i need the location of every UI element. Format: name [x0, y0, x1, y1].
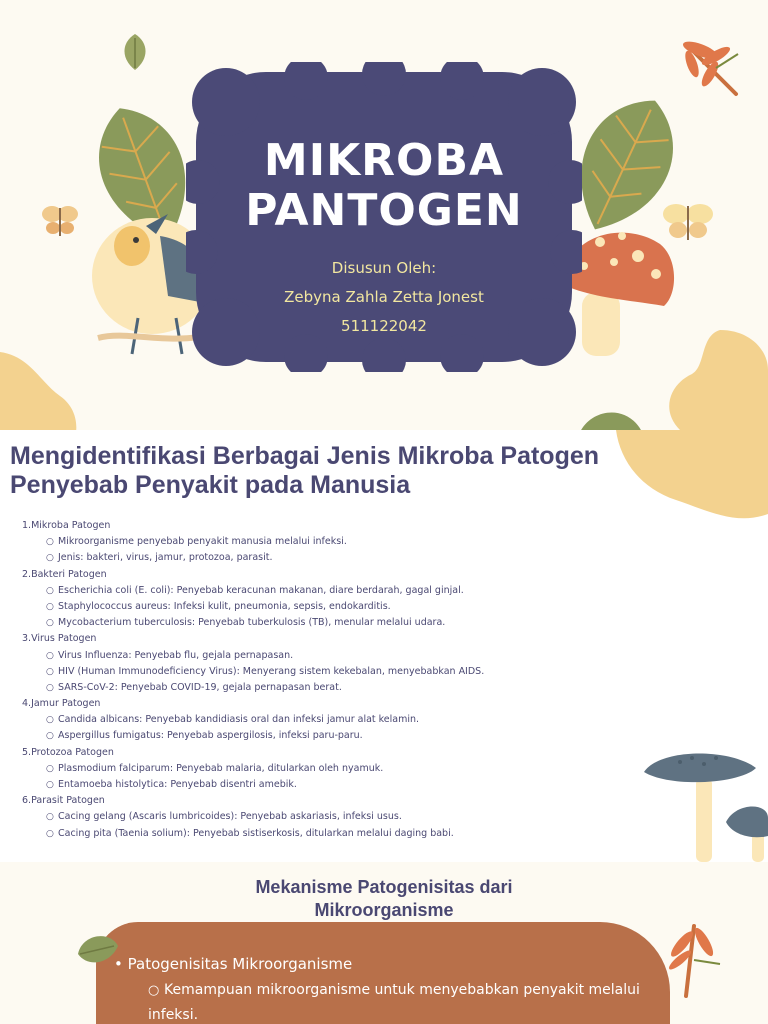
- pathogen-list: [22, 518, 582, 842]
- sub-item-text: Aspergillus fumigatus: Penyebab aspergilosis, infeksi paru-paru.: [58, 730, 363, 742]
- dragonfly-bottom-icon: [664, 920, 724, 1000]
- sub-item: [22, 777, 582, 793]
- sub-item-text: Escherichia coli (E. coli): Penyebab keracunan makanan, diare berdarah, gagal ginjal.: [58, 584, 464, 596]
- student-id: 511122042: [341, 317, 427, 335]
- yellow-shape-left: [0, 352, 78, 430]
- circle-bullet-icon: ○: [46, 585, 54, 596]
- title-card: [186, 62, 582, 372]
- content-slide: [0, 430, 768, 862]
- sub-item: [22, 664, 582, 680]
- mechanism-heading: [224, 876, 544, 922]
- category-label: 3.Virus Patogen: [22, 633, 97, 645]
- title-line-1: MIKROBA: [263, 135, 505, 186]
- mushroom-slate-icon: [640, 748, 768, 862]
- circle-bullet-icon: ○: [46, 682, 54, 693]
- circle-bullet-icon: ○: [46, 666, 54, 677]
- sub-item-text: HIV (Human Immunodeficiency Virus): Menyerang sistem kekebalan, menyebabkan AIDS.: [58, 665, 485, 677]
- sub-item: [22, 728, 582, 744]
- circle-bullet-icon: ○: [46, 650, 54, 661]
- mechanism-heading-line-1: Mekanisme Patogenisitas dari: [255, 877, 513, 897]
- circle-bullet-icon: ○: [46, 715, 54, 726]
- sub-item: [22, 680, 582, 696]
- circle-bullet-icon: ○: [46, 618, 54, 629]
- title-slide: [0, 0, 768, 430]
- leaf-bottom-icon: [578, 404, 644, 430]
- yellow-shape-right: [660, 330, 768, 430]
- title-line-2: PANTOGEN: [245, 185, 523, 236]
- sub-item: [22, 615, 582, 631]
- sub-item-text: Candida albicans: Penyebab kandidiasis oral dan infeksi jamur alat kelamin.: [58, 714, 420, 726]
- sub-item-text: Cacing gelang (Ascaris lumbricoides): Penyebab askariasis, infeksi usus.: [58, 811, 402, 823]
- list-item: [22, 631, 582, 696]
- circle-bullet-icon: ○: [148, 983, 160, 998]
- circle-bullet-icon: ○: [46, 812, 54, 823]
- list-item: [22, 696, 582, 745]
- circle-bullet-icon: ○: [46, 731, 54, 742]
- circle-bullet-icon: ○: [46, 763, 54, 774]
- category-label: 5.Protozoa Patogen: [22, 746, 114, 758]
- sub-item-text: Virus Influenza: Penyebab flu, gejala pernapasan.: [58, 649, 294, 661]
- circle-bullet-icon: ○: [46, 601, 54, 612]
- category-label: 2.Bakteri Patogen: [22, 568, 107, 580]
- sub-item: [22, 648, 582, 664]
- section-heading: Mengidentifikasi Berbagai Jenis Mikroba Patogen Penyebab Penyakit pada Manusia: [10, 442, 600, 499]
- sub-item: [22, 712, 582, 728]
- small-leaf-icon: [118, 32, 152, 72]
- author-name: Zebyna Zahla Zetta Jonest: [284, 288, 484, 306]
- sub-item: [22, 761, 582, 777]
- sub-item: [22, 599, 582, 615]
- mechanism-sub-bullet-text: Kemampuan mikroorganisme untuk menyebabkan penyakit melalui infeksi.: [148, 982, 640, 1023]
- circle-bullet-icon: ○: [46, 780, 54, 790]
- category-label: 1.Mikroba Patogen: [22, 520, 111, 531]
- mechanism-bullet-text: Patogenisitas Mikroorganisme: [127, 955, 353, 973]
- subtitle-label: Disusun Oleh:: [331, 259, 437, 277]
- sub-item-text: SARS-CoV-2: Penyebab COVID-19, gejala pernapasan berat.: [58, 681, 342, 693]
- list-item: [22, 745, 582, 794]
- list-item: [22, 518, 582, 567]
- circle-bullet-icon: ○: [46, 537, 54, 548]
- sub-item: [22, 534, 582, 550]
- sub-item: [22, 809, 582, 825]
- sub-item: [22, 583, 582, 599]
- sub-item-text: Cacing pita (Taenia solium): Penyebab sistiserkosis, ditularkan melalui daging babi.: [58, 827, 454, 839]
- sub-item-text: Entamoeba histolytica: Penyebab disentri amebik.: [58, 779, 297, 790]
- mechanism-heading-line-2: Mikroorganisme: [314, 900, 454, 920]
- sub-item-text: Jenis: bakteri, virus, jamur, protozoa, parasit.: [58, 552, 273, 564]
- yellow-shape-top-right: [616, 430, 768, 522]
- sub-item-text: Mycobacterium tuberculosis: Penyebab tuberkulosis (TB), menular melalui udara.: [58, 617, 446, 629]
- mechanism-slide: [0, 862, 768, 1024]
- sub-item-text: Plasmodium falciparum: Penyebab malaria, ditularkan oleh nyamuk.: [58, 762, 384, 774]
- circle-bullet-icon: ○: [46, 828, 54, 839]
- mechanism-bullet: • Patogenisitas Mikroorganisme: [114, 955, 353, 973]
- sub-item: [22, 550, 582, 566]
- list-item: [22, 793, 582, 842]
- butterfly-left-icon: [38, 198, 82, 242]
- circle-bullet-icon: ○: [46, 553, 54, 564]
- sub-item-text: Mikroorganisme penyebab penyakit manusia melalui infeksi.: [58, 536, 347, 548]
- list-item: [22, 567, 582, 632]
- category-label: 4.Jamur Patogen: [22, 698, 101, 710]
- sub-item: [22, 826, 582, 842]
- mechanism-sub-bullet: [148, 978, 648, 1024]
- category-label: 6.Parasit Patogen: [22, 795, 105, 807]
- sub-item-text: Staphylococcus aureus: Infeksi kulit, pneumonia, sepsis, endokarditis.: [58, 600, 391, 612]
